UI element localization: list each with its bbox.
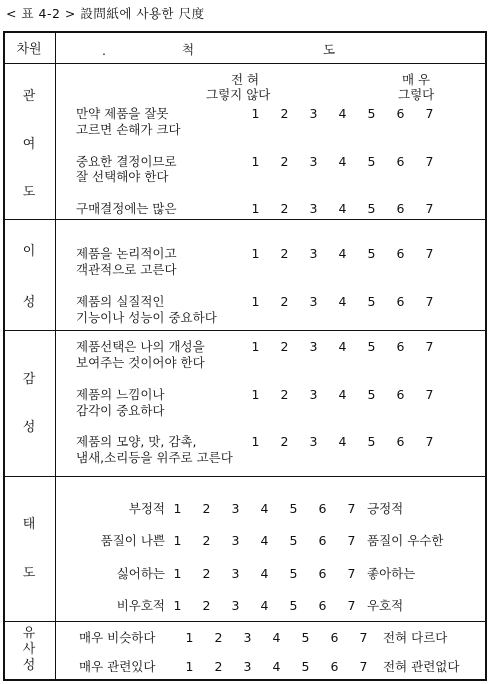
anchor-left: 매우 비슷하다 <box>79 630 156 645</box>
dimension-label-similarity-1: 유 <box>22 626 36 641</box>
section-divider <box>5 330 485 331</box>
dimension-label-emotion-1: 감 <box>22 372 36 387</box>
anchor-left-line-2: 그렇지 않다 <box>206 87 271 102</box>
dimension-label-emotion-2: 성 <box>22 420 36 435</box>
section-divider <box>5 621 485 622</box>
item-line: 중요한 결정이므로 <box>76 154 177 169</box>
header-scale-char-1: 척 <box>182 42 195 57</box>
item-line: 잘 선택해야 한다 <box>76 169 169 184</box>
scale-row: 1 2 3 4 5 6 7 <box>251 434 434 449</box>
anchor-right: 긍정적 <box>367 501 404 516</box>
header-scale-char-2: 도 <box>323 42 336 57</box>
item-line: 감각이 중요하다 <box>76 403 165 418</box>
header-divider <box>5 63 485 64</box>
header-dimension: 차원 <box>16 42 42 57</box>
anchor-left-line-1: 전 혀 <box>231 72 260 87</box>
dimension-label-involvement-1: 관 <box>22 89 36 104</box>
anchor-right: 품질이 우수한 <box>367 533 444 548</box>
scale-row: 1 2 3 4 5 6 7 <box>251 294 434 309</box>
anchor-right: 좋아하는 <box>367 566 416 581</box>
section-divider <box>5 219 485 220</box>
dimension-label-rationality-1: 이 <box>22 244 36 259</box>
anchor-left: 부정적 <box>128 501 165 516</box>
item-line: 제품을 논리적이고 <box>76 246 177 261</box>
dimension-label-involvement-3: 도 <box>22 185 36 200</box>
table-caption: < 표 4-2 > 設問紙에 사용한 尺度 <box>6 6 205 21</box>
anchor-right: 우호적 <box>367 598 404 613</box>
item-line: 고르면 손해가 크다 <box>76 122 181 137</box>
scale-row: 1 2 3 4 5 6 7 <box>173 533 356 548</box>
dimension-label-attitude-1: 태 <box>22 517 36 532</box>
anchor-right-line-2: 그렇다 <box>398 87 435 102</box>
anchor-right-line-1: 매 우 <box>402 72 431 87</box>
dimension-label-similarity-3: 성 <box>22 658 36 673</box>
item-line: 만약 제품을 잘못 <box>76 106 169 121</box>
dimension-label-rationality-2: 성 <box>22 295 36 310</box>
item-line: 구매결정에는 많은 <box>76 201 177 216</box>
scale-row: 1 2 3 4 5 6 7 <box>251 201 434 216</box>
anchor-left: 품질이 나쁜 <box>100 533 165 548</box>
scale-table <box>3 31 487 681</box>
anchor-left: 매우 관련있다 <box>79 659 156 674</box>
item-line: 제품선택은 나의 개성을 <box>76 339 205 354</box>
anchor-right: 전혀 다르다 <box>383 630 448 645</box>
anchor-right: 전혀 관련없다 <box>383 659 460 674</box>
column-divider <box>55 33 56 679</box>
scale-row: 1 2 3 4 5 6 7 <box>251 154 434 169</box>
item-line: 제품의 모양, 맛, 감촉, <box>76 434 197 449</box>
anchor-left: 싫어하는 <box>116 566 165 581</box>
scale-row: 1 2 3 4 5 6 7 <box>251 339 434 354</box>
anchor-left: 비우호적 <box>116 598 165 613</box>
scale-row: 1 2 3 4 5 6 7 <box>185 659 368 674</box>
item-line: 보여주는 것이어야 한다 <box>76 355 205 370</box>
scale-row: 1 2 3 4 5 6 7 <box>251 246 434 261</box>
scale-row: 1 2 3 4 5 6 7 <box>185 630 368 645</box>
dimension-label-attitude-2: 도 <box>22 566 36 581</box>
dimension-label-similarity-2: 사 <box>22 642 36 657</box>
item-line: 제품의 실질적인 <box>76 294 165 309</box>
section-divider <box>5 476 485 477</box>
header-dot: . <box>102 43 106 58</box>
item-line: 객관적으로 고른다 <box>76 262 177 277</box>
item-line: 냄새,소리등을 위주로 고른다 <box>76 450 233 465</box>
dimension-label-involvement-2: 여 <box>22 137 36 152</box>
scale-row: 1 2 3 4 5 6 7 <box>173 501 356 516</box>
item-line: 제품의 느낌이나 <box>76 387 165 402</box>
scale-row: 1 2 3 4 5 6 7 <box>251 106 434 121</box>
item-line: 기능이나 성능이 중요하다 <box>76 310 217 325</box>
scale-row: 1 2 3 4 5 6 7 <box>251 387 434 402</box>
scale-row: 1 2 3 4 5 6 7 <box>173 566 356 581</box>
scale-row: 1 2 3 4 5 6 7 <box>173 598 356 613</box>
